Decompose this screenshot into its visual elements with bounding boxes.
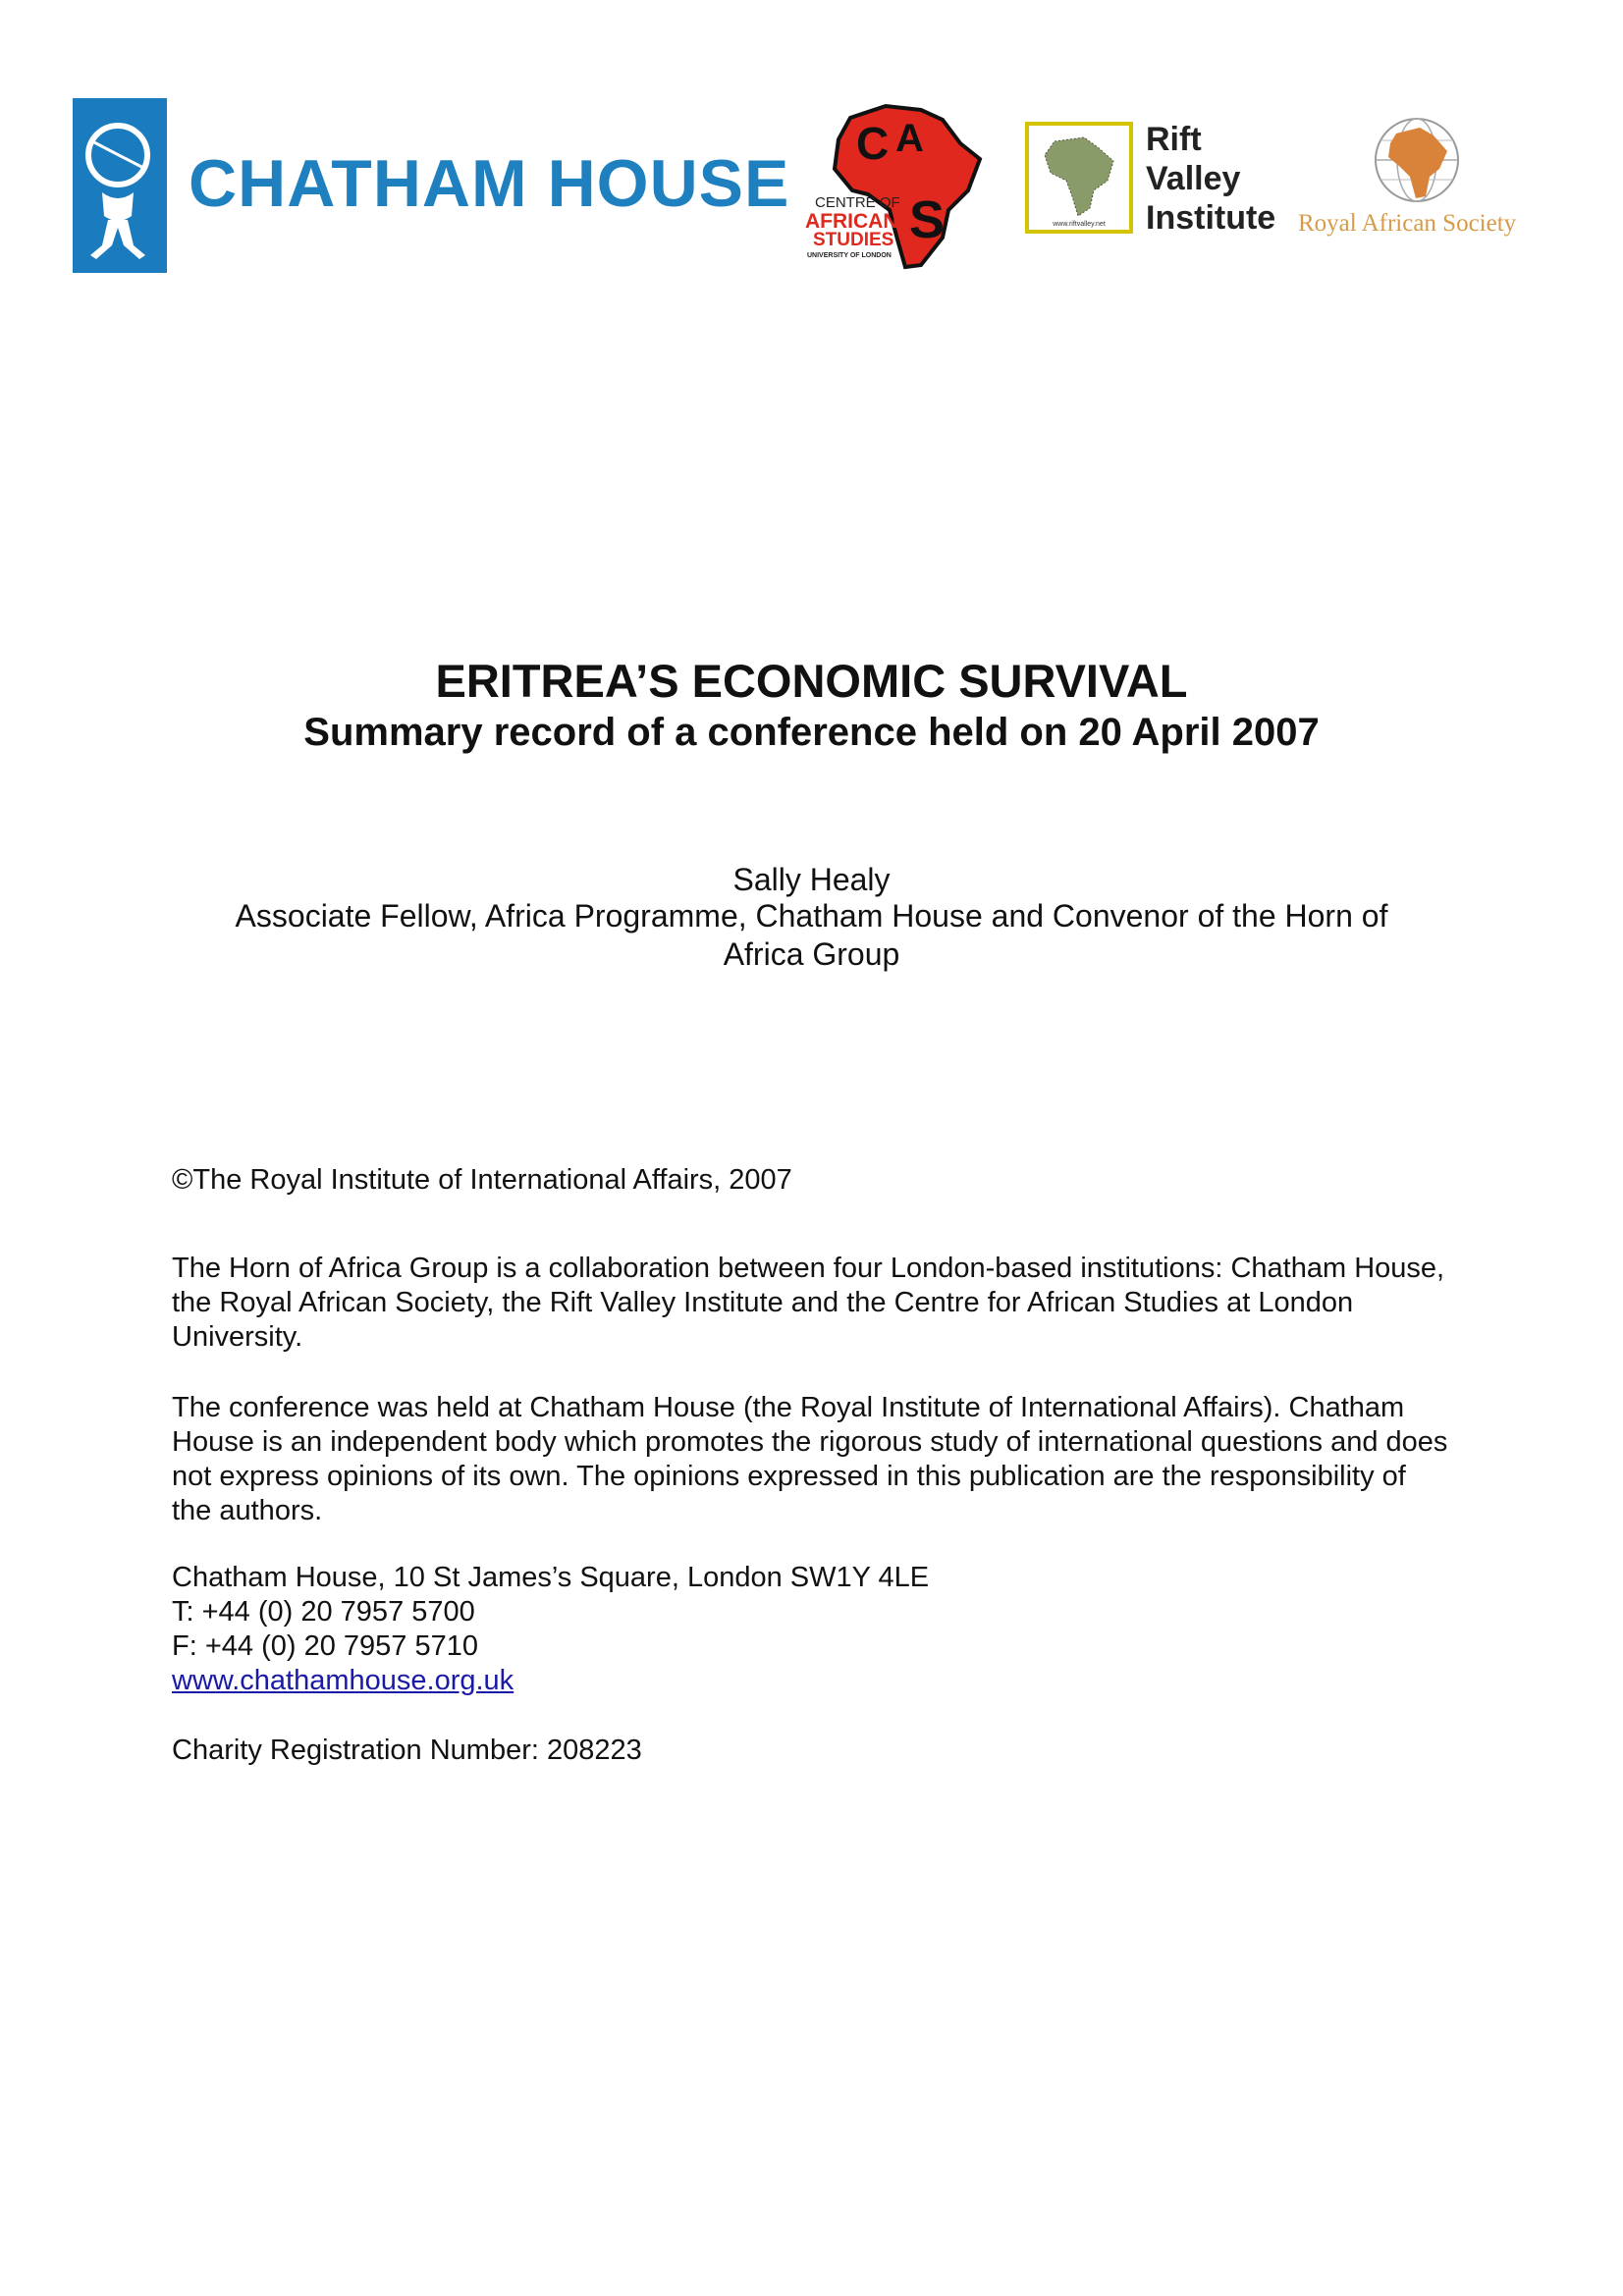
ras-wordmark: Royal African Society (1298, 210, 1517, 237)
svg-text:S: S (909, 190, 946, 249)
author-name: Sally Healy (732, 862, 891, 897)
rvi-logo-box (1025, 122, 1133, 234)
website-link[interactable]: www.chathamhouse.org.uk (172, 1665, 514, 1696)
chatham-house-wordmark: CHATHAM HOUSE (189, 146, 790, 221)
africa-dots-icon (1029, 126, 1129, 230)
telephone-number: T: +44 (0) 20 7957 5700 (172, 1596, 475, 1628)
fax-number: F: +44 (0) 20 7957 5710 (172, 1630, 478, 1662)
rvi-wordmark: Rift Valley Institute (1146, 121, 1276, 237)
contact-address-block (172, 1561, 1448, 1698)
document-subtitle: Summary record of a conference held on 20 April 2007 (303, 711, 1320, 754)
copyright-notice: ©The Royal Institute of International Affairs, 2007 (172, 1164, 792, 1196)
svg-text:A: A (895, 117, 924, 160)
africa-globe-icon (1371, 114, 1463, 206)
chatham-house-logo (73, 98, 167, 273)
author-affiliation: Associate Fellow, Africa Programme, Chatham House and Convenor of the Horn of Africa Group (235, 898, 1388, 972)
charity-registration: Charity Registration Number: 208223 (172, 1735, 642, 1766)
street-address: Chatham House, 10 St James’s Square, London SW1Y 4LE (172, 1562, 930, 1593)
cas-line1: CENTRE OF (815, 194, 900, 211)
rvi-small-url: www.riftvalley.net (1053, 221, 1106, 228)
cas-line2: AFRICAN (805, 210, 898, 233)
horn-group-paragraph: The Horn of Africa Group is a collaboration between four London-based institutions: Chatham House, the Royal African Society, the Rift Valley Institute and the Centre for African Studies at London University. (172, 1253, 1445, 1353)
svg-text:C: C (856, 118, 890, 169)
logo-bar (0, 0, 1623, 294)
atlas-globe-icon (73, 98, 167, 273)
cas-logo (795, 100, 992, 273)
cas-line3: STUDIES (813, 230, 894, 250)
conference-paragraph: The conference was held at Chatham House (the Royal Institute of International Affairs). Chatham House is an independent body which promotes the rigorous study of international questions and does not express opinions of its own. The opinions expressed in this publication are the responsibility of the authors. (172, 1392, 1448, 1526)
cas-line4: UNIVERSITY OF LONDON (807, 252, 892, 259)
document-title: ERITREA’S ECONOMIC SURVIVAL (435, 655, 1188, 707)
